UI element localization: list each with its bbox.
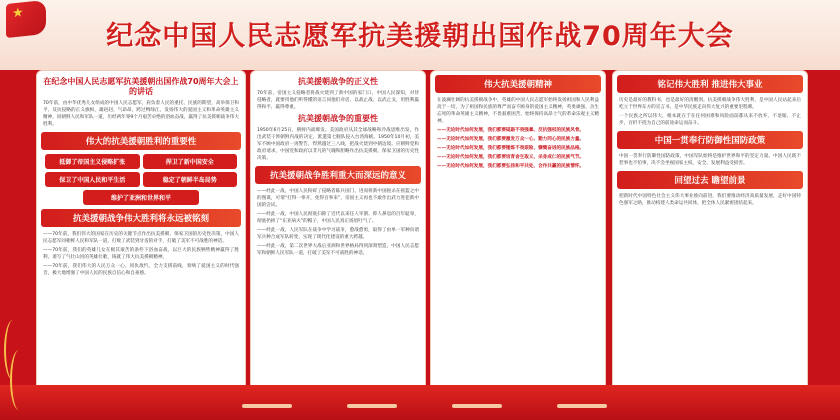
- justice-panel: [250, 70, 426, 410]
- spirit-panel: [430, 70, 606, 410]
- pill-3: 保卫了中国人民和平生活: [45, 172, 140, 187]
- cause-bar: 铭记伟大胜利 推进伟大事业: [617, 75, 803, 93]
- speech-heading: 在纪念中国人民志愿军抗美援朝出国作战70周年大会上的讲话: [43, 77, 239, 96]
- footer-dot: [242, 404, 292, 408]
- spirit-para-5: ——无论时代如何发展，我们都要培育舍生取义、杀身成仁的民族气节。: [437, 155, 585, 160]
- cause-para-1: 历史是最好的教科书，也是最好的清醒剂。抗美援朝战争伟大胜利，是中国人民站起来后屹立于世界东方的宣言书，是中华民族走向伟大复兴的重要里程碑。: [619, 98, 801, 110]
- remembered-para-2: ——70年前，我们的英雄儿女在极其艰苦的条件下浴血奋战，以巨大的民族牺牲精神赢得了胜利，谱写了气壮山河的英雄壮歌，铸就了伟大抗美援朝精神。: [43, 248, 239, 260]
- prospect-bar: 回望过去 瞻望前景: [617, 171, 803, 189]
- footer-dot: [557, 404, 607, 408]
- footer-dot: [347, 404, 397, 408]
- meaning-bar: 抗美援朝战争胜利重大而深远的意义: [255, 166, 421, 184]
- justice-para: 70年前，帝国主义侵略者将战火烧到了新中国的家门口，中国人民深知，对待侵略者，就要用他们听得懂的语言同他们对话，以战止战、以武止戈，用胜利赢得和平、赢得尊重。: [257, 91, 419, 110]
- significance-para: 1950年6月25日，朝鲜内战爆发。美国政府从其全球战略和冷战思维出发，作出武装干涉朝鲜内战的决定，派遣第七舰队侵入台湾海峡。1950年10月初，美军不顾中国政府一再警告，悍然越过三八线，把战火烧到中朝边境。应朝鲜党和政府请求，中国党和政府以非凡的气魄和胆略作出抗美援朝、保家卫国的历史性决策。: [257, 128, 419, 161]
- pill-4: 稳定了朝鲜半岛局势: [143, 172, 238, 187]
- meaning-para-1: ——经此一战，中国人民粉碎了侵略者陈兵国门、进而将新中国扼杀在摇篮之中的图谋，可谓“打得一拳开，免得百拳来”，帝国主义再也不敢作出武力进犯新中国的尝试。: [257, 189, 419, 208]
- cause-panel: [612, 70, 808, 410]
- footer-dots: [214, 404, 634, 412]
- star-icon: ★: [12, 5, 24, 22]
- speech-intro: 70年前，由中华优秀儿女组成的中国人民志愿军，肩负着人民的重托、民族的期望，高举保卫和平、反抗侵略的正义旗帜，雄赳赳、气昂昂，跨过鸭绿江，发扬伟大的爱国主义和革命英雄主义精神，同朝鲜人民和军队一道，历经两年零9个月艰苦卓绝的浴血奋战，赢得了抗美援朝战争伟大胜利。: [43, 101, 239, 127]
- pill-1: 抵御了帝国主义侵略扩张: [45, 154, 140, 169]
- meaning-para-4: ——经此一战，第二次世界大战后亚洲和世界格局得到深刻塑造，中国人民志愿军和朝鲜人民军队一道，打破了美军不可战胜的神话。: [257, 244, 419, 256]
- pill-2: 捍卫了新中国安全: [143, 154, 238, 169]
- page-title: 纪念中国人民志愿军抗美援朝出国作战70周年大会: [106, 21, 734, 52]
- spirit-para-4: ——无论时代如何发展，我们都要锤炼不畏艰险、慷慨奋进的民族品格。: [437, 146, 585, 151]
- remembered-bar: 抗美援朝战争伟大胜利将永远被铭刻: [41, 209, 241, 227]
- footer-background: [0, 385, 840, 420]
- spirit-para-2: ——无论时代如何发展，我们都要砥砺不畏强暴、反抗强权的民族风骨。: [437, 128, 585, 133]
- spirit-para-6: ——无论时代如何发展，我们都要弘扬和平共处、合作共赢的民族情怀。: [437, 164, 585, 169]
- importance-bar: 伟大的抗美援朝胜利的重要性: [41, 132, 241, 150]
- pill-5: 维护了亚洲和世界和平: [83, 190, 198, 205]
- justice-heading: 抗美援朝战争的正义性: [298, 77, 378, 86]
- remembered-para-3: ——70年前，我们伟大的人民万众一心、同仇敌忾，全力支援前线，奏响了爱国主义的时代强音，极大地增强了中国人民的民族自信心和自豪感。: [43, 264, 239, 276]
- spirit-bar: 伟大抗美援朝精神: [435, 75, 601, 93]
- spirit-para-1: 在波澜壮阔的抗美援朝战争中，英雄的中国人民志愿军始终发扬祖国和人民利益高于一切、为了祖国和民族的尊严而奋不顾身的爱国主义精神，英勇顽强、舍生忘死的革命英雄主义精神，不畏艰难困苦、始终保持高昂士气的革命乐观主义精神。: [437, 98, 599, 124]
- significance-heading: 抗美援朝战争的重要性: [298, 114, 378, 123]
- meaning-para-2: ——经此一战，中国人民彻底扫除了近代以来任人宰割、仰人鼻息的百年耻辱，彻底扔掉了“东亚病夫”的帽子，中国人民真正扬眉吐气了。: [257, 212, 419, 224]
- importance-pills: [45, 154, 237, 205]
- wheat-decoration-icon-2: [10, 350, 28, 410]
- defense-bar: 中国一贯奉行防御性国防政策: [617, 131, 803, 149]
- prospect-para: 把新时代中国特色社会主义伟大事业推向前进，我们要推动经济高质量发展，走好中国特色强军之路，推动构建人类命运共同体，把全体人民紧密团结起来。: [619, 194, 801, 206]
- footer-dot: [452, 404, 502, 408]
- defense-para: 中国一贯奉行防御性国防政策，中国军队始终是维护世界和平的坚定力量。中国人民既不惹事也不怕事，决不会坐视国家主权、安全、发展利益受损害。: [619, 154, 801, 166]
- spirit-para-3: ——无论时代如何发展，我们都要激发万众一心、勠力同心的民族力量。: [437, 137, 585, 142]
- speech-panel: [36, 70, 246, 410]
- meaning-para-3: ——经此一战，人民军队在战争中学习战争，愈战愈勇，取得了由单一军种向诸军兵种合成军队转变、实现了现代化建设的重大跨越。: [257, 228, 419, 240]
- cause-para-2: 一个民族之所以伟大，根本就在于在任何困难和风险面前都从来不放弃、不退缩、不止步，百折不挠为自己的前途命运而奋斗。: [619, 114, 801, 126]
- remembered-para-1: ——70年前，我们伟大的国家在历史的关键节点作出抗美援朝、保家卫国的历史性决策，中国人民志愿军同朝鲜人民和军队一道，打败了武装到牙齿的对手，打破了美军不可战胜的神话。: [43, 232, 239, 244]
